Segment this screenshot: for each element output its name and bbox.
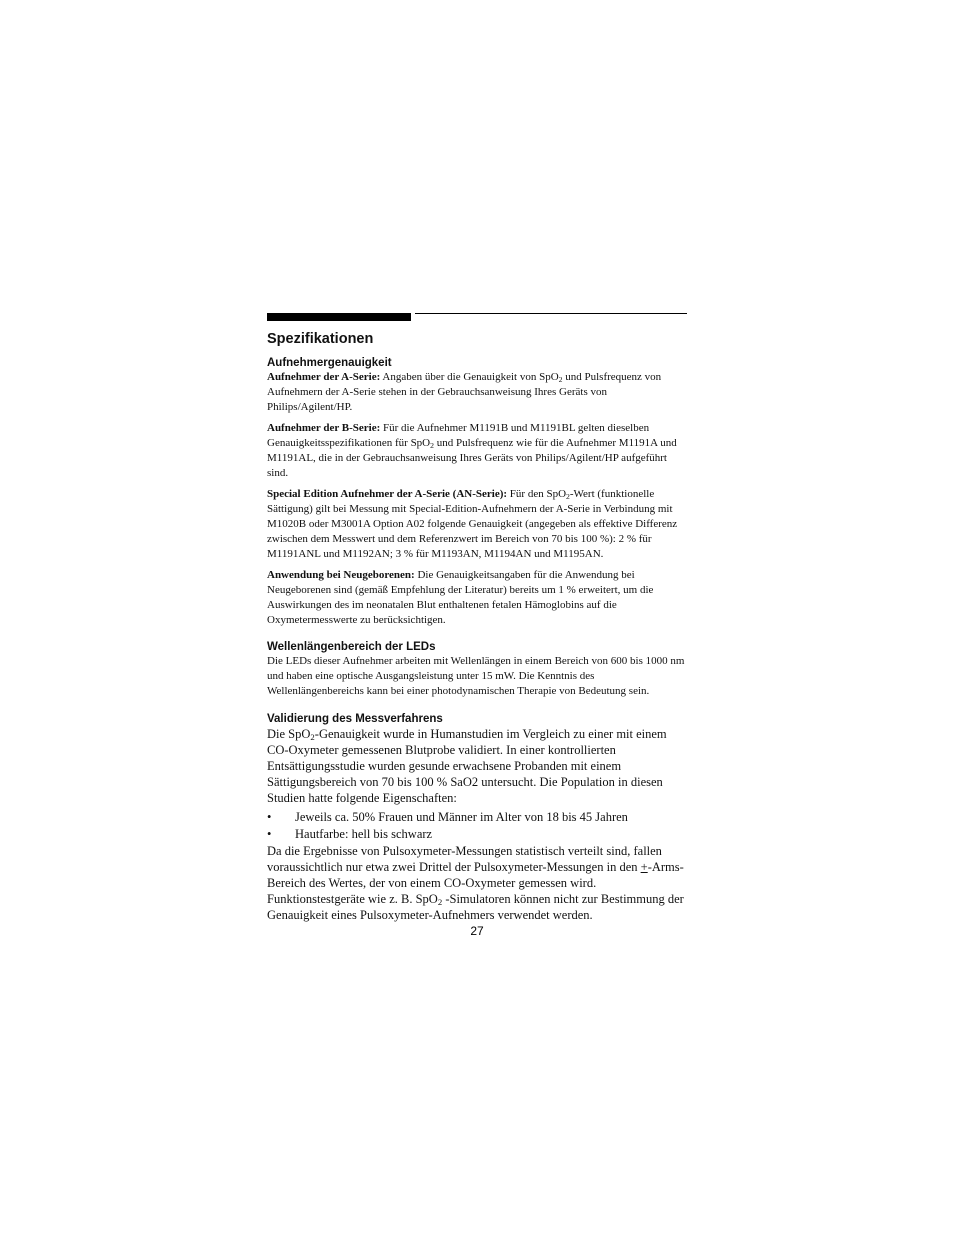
text-a-series-2: und Pulsfrequenz von Aufnehmern der A-Serie stehen in der Gebrauchsanweisung Ihres Geräts von Philips/Agilent/HP. (267, 371, 662, 413)
text-validation-2b: -Arms-Bereich des Wertes, der von einem CO-Oxymeter gemessen wird. Funktionstestgeräte wie z. B. SpO (267, 860, 684, 906)
text-special-edition-2: -Wert (funktionelle Sättigung) gilt bei Messung mit Special-Edition-Aufnehmern der A-Serie in Verbindung mit M1020B oder M3001A Option A02 folgende Genauigkeit (angegeben als effektive Differenz zwischen dem Messwert und dem Referenzwert im Bereich von 70 bis 100 %): 2 % für M1191ANL und M1192AN; 3 % für M1193AN, M1194AN und M1195AN. (267, 488, 678, 560)
page-content (267, 330, 687, 926)
label-b-series: Aufnehmer der B-Serie: (267, 422, 381, 434)
validation-body (267, 726, 687, 923)
text-validation-1a: Die SpO (267, 727, 311, 741)
section-title: Spezifikationen (267, 331, 374, 347)
paragraph-special-edition (267, 487, 687, 562)
subscript-2: 2 (566, 491, 570, 501)
text-neonatal: Die Genauigkeitsangaben für die Anwendung bei Neugeborenen sind (gemäß Empfehlung der Literatur) bereits um 1 % erweitert, um die Auswirkungen des im neonatalen Blut enthaltenen fetalen Hämoglobins auf die Oxymetermesswerte zu berücksichtigen. (267, 569, 654, 626)
label-a-series: Aufnehmer der A-Serie: (267, 371, 381, 383)
list-item (267, 826, 687, 842)
list-item (267, 809, 687, 825)
subscript-2: 2 (310, 732, 315, 743)
bullet-icon: • (267, 827, 272, 841)
list-item-text: Jeweils ca. 50% Frauen und Männer im Alter von 18 bis 45 Jahren (295, 810, 628, 824)
label-special-edition: Special Edition Aufnehmer der A-Serie (AN-Serie): (267, 488, 508, 500)
text-b-series-2: und Pulsfrequenz wie für die Aufnehmer M1191A und M1191AL, die in der Gebrauchsanweisung Ihres Geräts von Philips/Agilent/HP aufgeführt sind. (267, 437, 677, 479)
text-b-series-1: Für die Aufnehmer M1191B und M1191BL gelten dieselben Genauigkeitsspezifikationen für SpO (267, 422, 650, 449)
page-number: 27 (470, 924, 484, 938)
heading-led-wavelength: Wellenlängenbereich der LEDs (267, 641, 436, 653)
validation-bullet-list (267, 809, 687, 842)
paragraph-b-series (267, 421, 687, 481)
text-special-edition-1: Für den SpO (507, 488, 567, 500)
subscript-2: 2 (437, 897, 443, 908)
paragraph-validation-1 (267, 726, 687, 806)
paragraph-validation-2 (267, 843, 687, 923)
paragraph-a-series (267, 370, 687, 415)
list-item-text: Hautfarbe: hell bis schwarz (295, 827, 433, 841)
text-validation-2c: -Simulatoren können nicht zur Bestimmung der Genauigkeit eines Pulsoxymeter-Aufnehmers verwendet werden. (267, 892, 684, 922)
header-rule-thick (267, 313, 411, 321)
subscript-2: 2 (430, 440, 434, 450)
bullet-icon: • (267, 810, 272, 824)
heading-sensor-accuracy: Aufnehmergenauigkeit (267, 357, 392, 369)
paragraph-neonatal (267, 568, 687, 628)
plus-minus-symbol: + (640, 860, 648, 874)
text-a-series-1: Angaben über die Genauigkeit von SpO (380, 371, 559, 383)
header-rule-thin (415, 313, 687, 314)
text-validation-1b: -Genauigkeit wurde in Humanstudien im Vergleich zu einer mit einem CO-Oxymeter gemessenen Blutprobe validiert. In einer kontrollierten Entsättigungsstudie wurden gesunde erwachsene Probanden mit einem Sättigungsbereich von 70 bis 100 % SaO2 untersucht. Die Population in diesen Studien hatte folgende Eigenschaften: (267, 727, 667, 805)
subscript-2: 2 (558, 374, 563, 384)
heading-validation: Validierung des Messverfahrens (267, 713, 443, 725)
text-validation-2a: Da die Ergebnisse von Pulsoxymeter-Messungen statistisch verteilt sind, fallen voraussichtlich nur etwa zwei Drittel der Pulsoxymeter-Messungen in den (267, 844, 662, 874)
label-neonatal: Anwendung bei Neugeborenen: (267, 569, 415, 581)
paragraph-led-wavelength: Die LEDs dieser Aufnehmer arbeiten mit Wellenlängen in einem Bereich von 600 bis 1000 nm und haben eine optische Ausgangsleistung unter 15 mW. Die Kenntnis des Wellenlängenbereichs kann bei einer photodynamischen Therapie von Bedeutung sein. (267, 655, 685, 697)
